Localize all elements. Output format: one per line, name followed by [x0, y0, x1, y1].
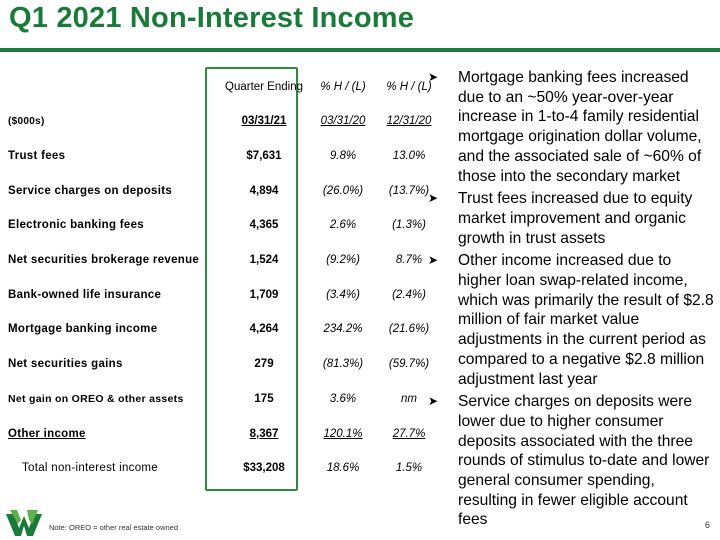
row-label: Mortgage banking income: [8, 323, 158, 336]
row-pct-qoq: (13.7%): [388, 184, 430, 197]
row-quarter-value: 1,709: [249, 288, 279, 301]
row-pct-yoy: (9.2%): [326, 254, 360, 267]
table-row: [8, 208, 441, 243]
row-pct-yoy: 120.1%: [323, 427, 363, 440]
total-pct-yoy: 18.6%: [326, 462, 360, 475]
row-pct-qoq: (59.7%): [388, 358, 430, 371]
row-pct-yoy: 2.6%: [329, 219, 357, 232]
table-row: [8, 243, 441, 278]
units-label: ($000s): [8, 115, 45, 127]
total-label: Total non-interest income: [22, 462, 158, 475]
non-interest-income-table: [8, 70, 441, 486]
bullet-item: [425, 392, 717, 530]
table-units-row: [8, 104, 441, 139]
row-pct-yoy: (26.0%): [322, 184, 364, 197]
table-header-row: [8, 70, 441, 104]
row-pct-qoq: 27.7%: [392, 427, 426, 440]
footnote: Note: OREO = other real estate owned: [49, 523, 179, 532]
arrow-bullet-icon: ➤: [428, 191, 439, 206]
row-pct-yoy: 234.2%: [323, 323, 363, 336]
total-quarter-value: $33,208: [243, 462, 285, 475]
row-label: Other income: [8, 427, 86, 440]
page-number: 6: [704, 520, 710, 530]
row-quarter-value: 279: [254, 358, 274, 371]
bullet-text: Mortgage banking fees increased due to an ~50% year-over-year increase in 1-to-4 family residential mortgage origination dollar volume, and the associated sale of ~60% of those into the secondary market: [458, 69, 702, 185]
row-pct-qoq: nm: [401, 392, 417, 405]
header-date-prior-year: 03/31/20: [320, 115, 366, 128]
row-pct-yoy: (81.3%): [322, 358, 364, 371]
table-row: [8, 139, 441, 174]
table-row: [8, 312, 441, 347]
table-row: [8, 416, 441, 451]
bullet-item: [425, 251, 717, 389]
commentary-bullets: [425, 68, 717, 533]
row-pct-qoq: (21.6%): [388, 323, 430, 336]
header-quarter-ending: Quarter Ending: [225, 81, 303, 93]
page-title: Q1 2021 Non-Interest Income: [9, 2, 415, 34]
table-row: [8, 277, 441, 312]
arrow-bullet-icon: ➤: [428, 394, 439, 409]
row-pct-yoy: 9.8%: [329, 150, 357, 163]
row-quarter-value: 4,365: [249, 219, 279, 232]
row-label: Net securities gains: [8, 358, 123, 371]
title-divider: [0, 48, 720, 52]
total-pct-qoq: 1.5%: [395, 462, 423, 475]
row-label: Net securities brokerage revenue: [8, 254, 200, 267]
row-label: Bank-owned life insurance: [8, 288, 162, 301]
bullet-item: [425, 68, 717, 186]
header-date-prior-quarter: 12/31/20: [386, 115, 432, 128]
bullet-text: Other income increased due to higher loan swap-related income, which was primarily the result of $2.8 million of fair market value adjustments in the current period as compared to a negative $2.8 million adjustment last year: [458, 252, 714, 388]
header-pct-2: % H / (L): [386, 81, 432, 93]
row-label: Trust fees: [8, 150, 66, 163]
bullet-text: Trust fees increased due to equity market improvement and organic growth in trust assets: [458, 190, 693, 247]
table-row: [8, 173, 441, 208]
row-pct-qoq: 13.0%: [392, 150, 426, 163]
row-pct-qoq: 8.7%: [395, 254, 423, 267]
arrow-bullet-icon: ➤: [428, 70, 439, 84]
row-pct-qoq: (2.4%): [392, 288, 426, 301]
row-label: Net gain on OREO & other assets: [8, 392, 184, 405]
row-label: Service charges on deposits: [8, 184, 173, 197]
company-logo: [6, 510, 42, 536]
bullet-item: [425, 189, 717, 248]
row-quarter-value: 8,367: [249, 427, 279, 440]
row-quarter-value: 175: [254, 392, 274, 405]
header-pct-1: % H / (L): [320, 81, 366, 93]
row-quarter-value: 4,264: [249, 323, 279, 336]
row-label: Electronic banking fees: [8, 219, 144, 232]
row-quarter-value: $7,631: [246, 150, 282, 163]
table-row: [8, 347, 441, 382]
row-pct-yoy: (3.4%): [326, 288, 360, 301]
arrow-bullet-icon: ➤: [428, 253, 439, 268]
table-row: [8, 382, 441, 417]
header-date-current: 03/31/21: [241, 115, 287, 128]
table-total-row: [8, 451, 441, 486]
row-pct-qoq: (1.3%): [392, 219, 426, 232]
bullet-text: Service charges on deposits were lower due to higher consumer deposits associated with the three rounds of stimulus to-date and lower general consumer spending, resulting in fewer eligible account fees: [458, 393, 710, 529]
row-pct-yoy: 3.6%: [329, 392, 357, 405]
row-quarter-value: 1,524: [249, 254, 279, 267]
row-quarter-value: 4,894: [249, 184, 279, 197]
